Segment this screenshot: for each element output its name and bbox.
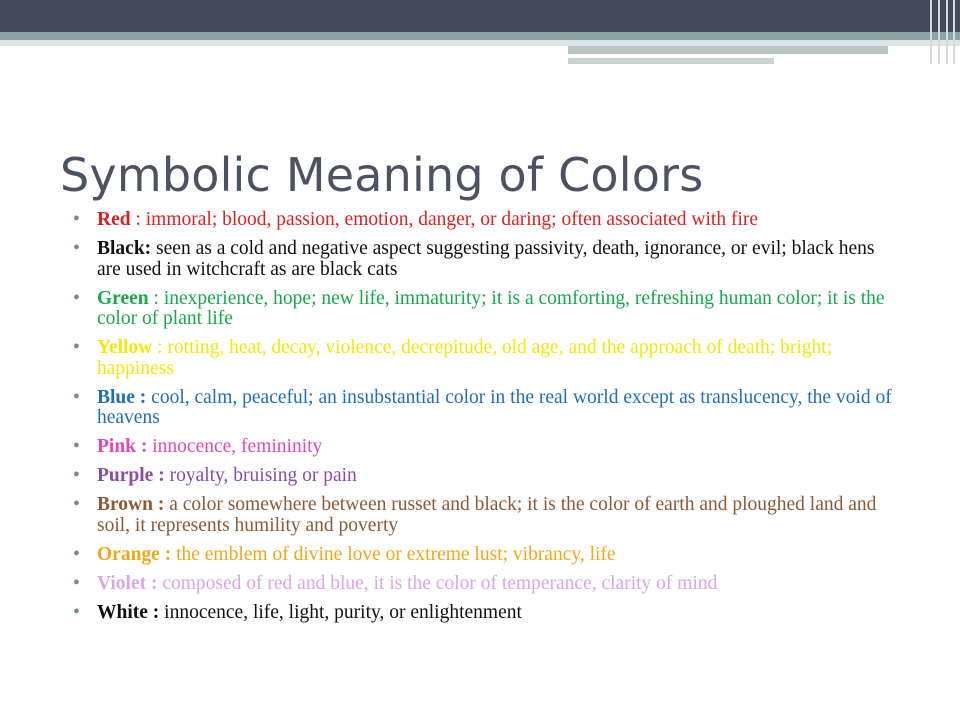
color-term: Green: [97, 287, 149, 309]
color-term: Blue :: [97, 386, 147, 408]
color-meaning: seen as a cold and negative aspect suggesting passivity, death, ignorance, or evil; black hens are used in witchcraft as are black cats: [97, 238, 875, 280]
term-separator: :: [148, 287, 164, 309]
bullet-icon: •: [73, 238, 80, 259]
bullet-icon: •: [73, 465, 80, 486]
color-term: Pink :: [97, 436, 148, 457]
color-meaning-list: [73, 210, 893, 632]
color-term: Yellow: [97, 337, 153, 358]
color-term: Brown :: [97, 494, 165, 515]
list-item: [73, 289, 893, 330]
header-accent-bar-small: [568, 58, 774, 64]
slide-title: Symbolic Meaning of Colors: [60, 148, 704, 202]
color-meaning: cool, calm, peaceful; an insubstantial color in the real world except as translucency, the void of heavens: [97, 386, 892, 428]
list-item: [73, 437, 893, 458]
bullet-icon: •: [73, 601, 80, 623]
term-separator: :: [152, 337, 168, 358]
header-band: [0, 0, 960, 32]
color-meaning: rotting, heat, decay, violence, decrepitude, old age, and the approach of death; bright; happiness: [97, 337, 833, 379]
bullet-icon: •: [73, 209, 80, 230]
bullet-icon: •: [73, 436, 80, 457]
color-meaning: a color somewhere between russet and black; it is the color of earth and ploughed land and soil, it represents humility and poverty: [97, 494, 877, 536]
list-item: [73, 545, 893, 566]
list-item: [73, 338, 893, 379]
color-term: White :: [97, 601, 160, 623]
list-item: [73, 495, 893, 536]
color-meaning: innocence, femininity: [152, 436, 323, 457]
color-meaning: the emblem of divine love or extreme lust; vibrancy, life: [176, 543, 616, 565]
list-item: [73, 603, 893, 624]
color-term: Red: [97, 209, 131, 230]
header-rule: [953, 0, 955, 64]
header-rule: [930, 0, 932, 64]
list-item: [73, 210, 893, 231]
color-meaning: inexperience, hope; new life, immaturity; it is a comforting, refreshing human color; it is the color of plant life: [97, 287, 885, 329]
header-rule: [946, 0, 948, 64]
list-item: [73, 574, 893, 595]
bullet-icon: •: [73, 543, 80, 565]
list-item: [73, 466, 893, 487]
color-term: Violet :: [97, 572, 158, 594]
bullet-icon: •: [73, 572, 80, 594]
header-stripe: [0, 32, 960, 40]
color-term: Purple :: [97, 465, 165, 486]
color-meaning: composed of red and blue, it is the color of temperance, clarity of mind: [162, 572, 718, 594]
color-term: Orange :: [97, 543, 172, 565]
color-term: Black:: [97, 238, 152, 259]
color-meaning: innocence, life, light, purity, or enlightenment: [164, 601, 522, 623]
color-meaning: royalty, bruising or pain: [169, 465, 357, 486]
list-item: [73, 388, 893, 429]
bullet-icon: •: [73, 337, 80, 358]
list-item: [73, 239, 893, 280]
term-separator: :: [130, 209, 146, 230]
color-meaning: immoral; blood, passion, emotion, danger, or daring; often associated with fire: [145, 209, 759, 230]
bullet-icon: •: [73, 494, 80, 515]
header-rule: [938, 0, 940, 64]
bullet-icon: •: [73, 287, 80, 309]
header-accent-bar: [568, 46, 888, 54]
bullet-icon: •: [73, 386, 80, 408]
